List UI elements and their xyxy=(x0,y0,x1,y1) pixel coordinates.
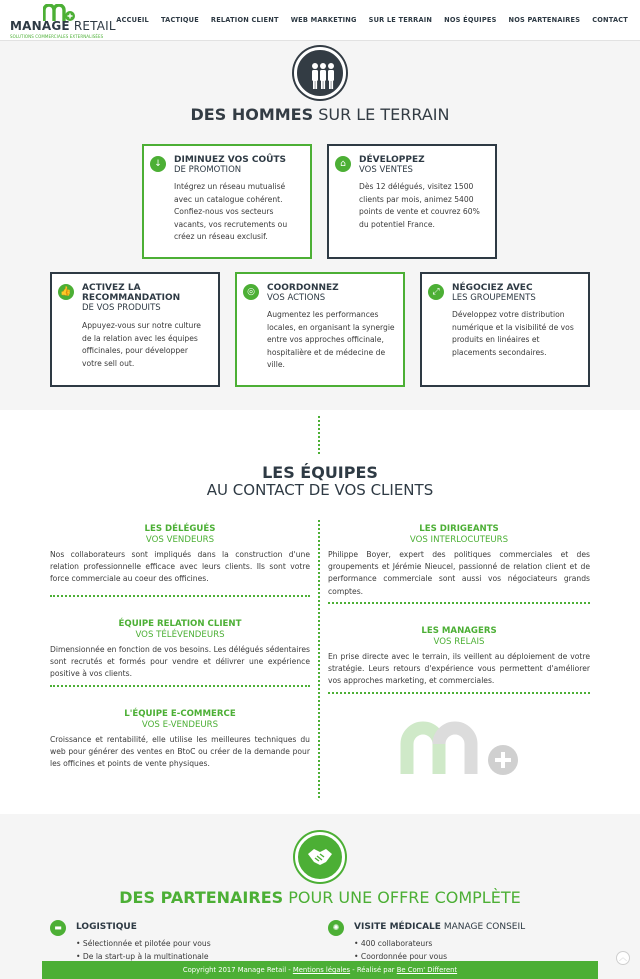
card-developpez xyxy=(327,144,497,259)
manage-retail-logo-icon xyxy=(399,716,521,778)
nav-nos-partenaires[interactable]: NOS PARTENAIRES xyxy=(508,16,581,24)
nav-tactique[interactable]: TACTIQUE xyxy=(160,16,199,24)
footer-copyright: Copyright 2017 Manage Retail - xyxy=(182,966,293,974)
dotted-divider xyxy=(50,595,310,597)
team-heading: LES MANAGERS VOS RELAIS xyxy=(421,626,497,647)
team-people-icon xyxy=(294,47,346,99)
team-text: En prise directe avec le terrain, ils veillent au déploiement de votre stratégie. Leurs retours d'expérience vous permettent d'améliorer vos approches marketing, et commerciales. xyxy=(328,652,590,686)
card-title: COORDONNEZ VOS ACTIONS xyxy=(267,283,339,303)
legal-notice-link[interactable]: Mentions légales xyxy=(292,966,351,974)
partenaires-section xyxy=(0,814,640,979)
terrain-title: DES HOMMES SUR LE TERRAIN xyxy=(190,105,450,124)
card-negociez xyxy=(420,272,590,387)
dotted-divider xyxy=(328,602,590,604)
team-heading: LES DÉLÉGUÉS VOS VENDEURS xyxy=(144,524,216,545)
team-heading: L'ÉQUIPE E-COMMERCE VOS E-VENDEURS xyxy=(124,709,236,730)
partner-title: VISITE MÉDICALE MANAGE CONSEIL xyxy=(354,922,526,932)
scroll-to-top-button[interactable] xyxy=(616,951,630,965)
footer-made-by: - Réalisé par xyxy=(350,966,397,974)
truck-icon: ▬ xyxy=(50,920,66,936)
logo-tagline: SOLUTIONS COMMERCIALES EXTERNALISÉES xyxy=(10,34,104,39)
agency-link[interactable]: Be Com' Different xyxy=(396,966,458,974)
nav-nos-equipes[interactable]: NOS ÉQUIPES xyxy=(444,16,497,24)
equipes-title: LES ÉQUIPES xyxy=(262,463,378,482)
card-title: NÉGOCIEZ AVEC LES GROUPEMENTS xyxy=(452,283,536,303)
handshake-icon xyxy=(295,832,345,882)
card-coordonnez xyxy=(235,272,405,387)
card-body: Dès 12 délégués, visitez 1500 clients par mois, animez 5400 points de vente et couvrez 60% du potentiel France. xyxy=(359,182,480,229)
card-body: Développez votre distribution numérique et la visibilité de vos produits en linéaires et placements secondaires. xyxy=(452,310,574,357)
chevron-up-icon: ︿ xyxy=(619,953,627,962)
network-icon: ✺ xyxy=(328,920,344,936)
site-header xyxy=(0,0,640,41)
store-icon: ⌂ xyxy=(335,156,351,172)
team-text: Croissance et rentabilité, elle utilise les meilleures techniques du web pour générer des ventes en BtoC ou créer de la demande pour les officines et points de vente physiques. xyxy=(50,735,310,769)
team-heading: LES DIRIGEANTS VOS INTERLOCUTEURS xyxy=(409,524,509,545)
team-text: Philippe Boyer, expert des politiques commerciales et des groupements et Jérémie Nieucel, passionné de relation client et de performance commerciale sont aussi vos négociateurs grands comptes. xyxy=(328,550,590,596)
dotted-divider xyxy=(318,520,320,798)
dotted-divider xyxy=(318,416,320,454)
team-text: Nos collaborateurs sont impliqués dans la construction d'une relation professionnelle efficace avec leurs clients. Ils sont votre force commerciale au coeur des officines. xyxy=(50,550,310,584)
partner-title: LOGISTIQUE xyxy=(76,922,137,932)
card-title: ACTIVEZ LA RECOMMANDATION DE VOS PRODUITS xyxy=(82,283,181,313)
card-activez-recommandation xyxy=(50,272,220,387)
equipes-section xyxy=(0,410,640,814)
target-icon: ◎ xyxy=(243,284,259,300)
card-body: Augmentez les performances locales, en organisant la synergie entre vos approches officinale, hospitalière et de médecine de ville. xyxy=(267,310,395,369)
nav-contact[interactable]: CONTACT xyxy=(592,16,628,24)
nav-accueil[interactable]: ACCUEIL xyxy=(116,16,149,24)
card-title: DIMINUEZ VOS COÛTS DE PROMOTION xyxy=(174,155,287,175)
site-logo[interactable] xyxy=(10,4,116,39)
site-footer xyxy=(42,961,598,979)
card-diminuez-couts xyxy=(142,144,312,259)
logo-wordmark: MANAGE RETAIL xyxy=(10,19,116,33)
dotted-divider xyxy=(328,692,590,694)
team-text: Dimensionnée en fonction de vos besoins. Les délégués sédentaires sont recrutés et formés pour vendre et délivrer une expérience positive à vos clients. xyxy=(50,645,310,679)
partenaires-title: DES PARTENAIRES POUR UNE OFFRE COMPLÈTE xyxy=(119,888,521,907)
nav-relation-client[interactable]: RELATION CLIENT xyxy=(210,16,279,24)
equipes-subtitle: AU CONTACT DE VOS CLIENTS xyxy=(206,481,434,499)
team-heading: ÉQUIPE RELATION CLIENT VOS TÉLÉVENDEURS xyxy=(118,619,242,640)
nav-sur-le-terrain[interactable]: SUR LE TERRAIN xyxy=(368,16,433,24)
partner-lines: • 400 collaborateurs • Coordonnée pour vous xyxy=(354,939,448,961)
thumbs-up-icon: 👍 xyxy=(58,284,74,300)
nav-web-marketing[interactable]: WEB MARKETING xyxy=(290,16,357,24)
expand-icon: ⤢ xyxy=(428,284,444,300)
dotted-divider xyxy=(50,685,310,687)
card-title: DÉVELOPPEZ VOS VENTES xyxy=(359,155,425,175)
arrow-down-icon: ↓ xyxy=(150,156,166,172)
partner-lines: • Sélectionnée et pilotée pour vous • De la start-up à la multinationale xyxy=(76,939,211,961)
terrain-section xyxy=(0,41,640,410)
main-nav xyxy=(116,16,628,24)
card-body: Appuyez-vous sur notre culture de la relation avec les équipes officinales, pour développer votre sell out. xyxy=(82,321,201,368)
card-body: Intégrez un réseau mutualisé avec un catalogue cohérent. Confiez-nous vos secteurs vacants, vos recrutements ou créez un réseau exclusif. xyxy=(174,182,288,241)
